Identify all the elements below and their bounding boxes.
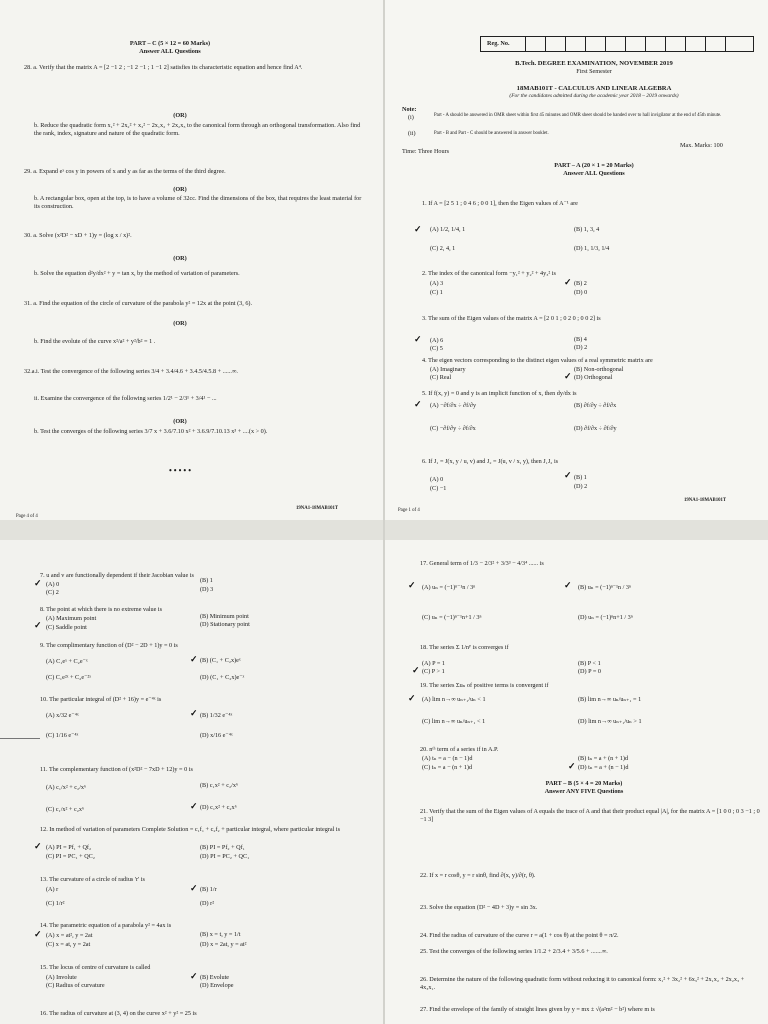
- question-18: 18. The series Σ 1/nᴾ is converges if: [420, 644, 509, 651]
- tick-mark-icon: ✓: [190, 971, 198, 981]
- option-d: (D) Stationary point: [200, 621, 250, 628]
- note-ii: Part - B and Part - C should be answered in answer booklet.: [434, 131, 549, 136]
- note-i-number: (i): [408, 114, 414, 121]
- tick-mark-icon: ✓: [34, 620, 42, 630]
- option-c: (C) Radius of curvature: [46, 982, 105, 989]
- option-b: (B) 2: [574, 280, 587, 287]
- option-d: (D) lim n→∞ uₙ₊₁/uₙ > 1: [578, 718, 642, 725]
- option-b: (B) tₙ = a + (n + 1)d: [578, 755, 629, 762]
- page-2-bottom-left: [0, 540, 384, 1024]
- option-d: (D) 3: [200, 586, 214, 593]
- page-1-top-right: [384, 0, 768, 520]
- tick-mark-icon: ✓: [190, 654, 198, 664]
- option-b: (B) P < 1: [578, 660, 601, 667]
- option-a: (A) 0: [430, 476, 444, 483]
- option-a: (A) Involute: [46, 974, 77, 981]
- option-a: (A) Maximum point: [46, 615, 97, 622]
- page-3-bottom-right: [384, 540, 768, 1024]
- option-c: (C) Real: [430, 374, 452, 381]
- exam-title: B.Tech. DEGREE EXAMINATION, NOVEMBER 2019: [515, 60, 673, 67]
- option-d: (D) tₙ = a + (n − 1)d: [578, 764, 629, 771]
- question-24: 24. Find the radius of curvature of the curve r = a(1 + cos θ) at the point θ = π/2.: [420, 932, 619, 939]
- tick-mark-icon: ✓: [414, 224, 422, 234]
- tick-mark-icon: ✓: [564, 371, 572, 381]
- tick-mark-icon: ✓: [412, 665, 420, 675]
- question-16: 16. The radius of curvature at (3, 4) on the curve x² + y² = 25 is: [40, 1010, 197, 1017]
- page-number: Page 1 of 4: [398, 508, 420, 513]
- option-d: (D) x/16 e⁻⁴ˣ: [200, 732, 233, 739]
- option-b: (B) c₁x² + c₂/x⁶: [200, 782, 239, 789]
- footer-code: 19NA1-18MAB101T: [296, 506, 339, 511]
- question-3: 3. The sum of the Eigen values of the matrix A = [2 0 1 ; 0 2 0 ; 0 0 2] is: [422, 315, 601, 322]
- option-d: (D) uₙ = (−1)ⁿn+1 / 3ⁿ: [578, 614, 633, 621]
- option-d: (D) r²: [200, 900, 215, 907]
- option-c: (C) 1/r²: [46, 900, 65, 907]
- note-ii-number: (ii): [408, 130, 416, 137]
- question-1: 1. If A = [2 5 1 ; 0 4 6 ; 0 0 1], then the Eigen values of A⁻¹ are: [422, 200, 578, 207]
- option-c: (C) 2, 4, 1: [430, 245, 456, 252]
- question-22: 22. If x = r cosθ, y = r sinθ, find ∂(x, y)/∂(r, θ).: [420, 872, 536, 879]
- option-c: (C) x = at, y = 2at: [46, 941, 91, 948]
- option-c: (C) tₙ = a − (n + 1)d: [422, 764, 473, 771]
- page-number: Page 4 of 4: [16, 514, 38, 519]
- option-d: (D) Envelope: [200, 982, 234, 989]
- course-title: 18MAB101T - CALCULUS AND LINEAR ALGEBRA: [516, 85, 672, 92]
- note-label: Note:: [402, 106, 417, 113]
- option-b: (B) x = t, y = 1/t: [200, 931, 241, 938]
- question-6: 6. If J₁ = J(x, y / u, v) and J₂ = J(u, v / x, y), then J₁J₂ is: [422, 458, 559, 465]
- option-c: (C) Saddle point: [46, 624, 87, 631]
- part-a-subtitle: Answer ALL Questions: [563, 170, 625, 177]
- question-17: 17. General term of 1/3 − 2/3² + 3/3³ − 4/3⁴ ...... is: [420, 560, 544, 567]
- question-28a: 28. a. Verify that the matrix A = [2 −1 2 ; −1 2 −1 ; 1 −1 2] satisfies its characteristic equation and hence find A⁴.: [24, 64, 303, 71]
- question-23: 23. Solve the equation (D² − 4D + 3)y = sin 3x.: [420, 904, 538, 911]
- note-i: Part - A should be answered in OMR sheet within first 45 minutes and OMR sheet should be handed over to hall invigilator at the end of 45th minute.: [434, 113, 722, 118]
- tick-mark-icon: ✓: [190, 708, 198, 718]
- option-c: (C) c₁/x² + c₂x⁶: [46, 806, 85, 813]
- reg-cell: [625, 37, 626, 51]
- question-15: 15. The locus of centre of curvature is called: [40, 964, 151, 971]
- question-31b: b. Find the evolute of the curve x²/a² + y²/b² = 1 .: [34, 338, 156, 345]
- part-a-title: PART – A (20 × 1 = 20 Marks): [554, 162, 634, 169]
- option-b: (B) 4: [574, 336, 587, 343]
- question-10: 10. The particular integral of (D² + 16)y = e⁻⁴ˣ is: [40, 696, 162, 703]
- tick-mark-icon: ✓: [34, 841, 42, 851]
- option-b: (B) uₙ = (−1)ⁿ⁻¹n / 3ⁿ: [578, 584, 631, 591]
- option-a: (A) tₙ = a − (n − 1)d: [422, 755, 473, 762]
- option-c: (C) C₁e²ˣ + C₂e⁻²ˣ: [46, 674, 91, 681]
- option-a: (A) x = at², y = 2at: [46, 932, 93, 939]
- question-9: 9. The complimentary function of (D² − 2D + 1)y = 0 is: [40, 642, 178, 649]
- reg-cell: [685, 37, 686, 51]
- option-b: (B) 1, 3, 4: [574, 226, 600, 233]
- option-c: (C) −∂f/∂y ÷ ∂f/∂x: [430, 425, 476, 432]
- footer-code: 19NA1-18MAB101T: [684, 498, 727, 503]
- option-b: (B) (C₁ + C₂x)eˣ: [200, 657, 241, 664]
- option-b: (B) Non-orthogonal: [574, 366, 624, 373]
- tick-mark-icon: ✓: [408, 580, 416, 590]
- reg-cell: [565, 37, 566, 51]
- option-d: (D) Orthogonal: [574, 374, 613, 381]
- option-b: (B) 1/32 e⁻⁴ˣ: [200, 712, 233, 719]
- question-29b: b. A rectangular box, open at the top, is to have a volume of 32cc. Find the dimensions of the box, that requires the least material for its construction.: [34, 195, 362, 210]
- reg-cell: [665, 37, 666, 51]
- option-c: (C) −1: [430, 485, 447, 492]
- question-32b: b. Test the converges of the following series 3/7 x + 3.6/7.10 x² + 3.6.9/7.10.13 x³ + ....(x > 0).: [34, 428, 268, 435]
- option-b: (B) Evolute: [200, 974, 230, 981]
- option-d: (D) (C₁ + C₂x)e⁻ˣ: [200, 674, 245, 681]
- option-a: (A) −∂f/∂x ÷ ∂f/∂y: [430, 402, 477, 409]
- option-d: (D) 0: [574, 289, 588, 296]
- question-26: 26. Determine the nature of the following quadratic form without reducing it to canonical form: x₁² + 3x₂² + 6x₃² + 2x₁x₂ + 2x₂x₃ + 4x₃x₁.: [420, 976, 745, 991]
- reg-cell: [605, 37, 606, 51]
- reg-cell: [525, 37, 526, 51]
- or-label: (OR): [173, 418, 187, 425]
- option-d: (D) 1, 1/3, 1/4: [574, 245, 610, 252]
- option-c: (C) uₙ = (−1)ⁿ⁻¹n+1 / 3ⁿ: [422, 614, 482, 621]
- option-d: (D) P = 0: [578, 668, 602, 675]
- reg-cell: [585, 37, 586, 51]
- tick-mark-icon: ✓: [34, 578, 42, 588]
- option-d: (D) c₁x² + c₂x⁶: [200, 804, 237, 811]
- option-a: (A) 6: [430, 337, 444, 344]
- tick-mark-icon: ✓: [414, 399, 422, 409]
- reg-no-box: [480, 36, 754, 52]
- option-a: (A) Imaginary: [430, 366, 466, 373]
- question-14: 14. The parametric equation of a parabola y² = 4ax is: [40, 922, 172, 929]
- or-label: (OR): [173, 320, 187, 327]
- part-c-title: PART – C (5 × 12 = 60 Marks): [129, 40, 211, 47]
- reg-no-label: Reg. No.: [487, 40, 510, 47]
- option-d: (D) ∂f/∂x ÷ ∂f/∂y: [574, 425, 617, 432]
- option-a: (A) x/32 e⁻⁴ˣ: [46, 712, 79, 719]
- tick-mark-icon: ✓: [564, 470, 572, 480]
- option-b: (B) 1: [574, 474, 587, 481]
- option-a: (A) C₁eˣ + C₂e⁻ˣ: [46, 658, 88, 665]
- option-d: (D) x = 2at, y = at²: [200, 941, 247, 948]
- option-c: (C) 2: [46, 589, 59, 596]
- reg-cell: [705, 37, 706, 51]
- tick-mark-icon: ✓: [564, 580, 572, 590]
- option-b: (B) Minimum point: [200, 613, 249, 620]
- option-a: (A) 0: [46, 581, 60, 588]
- question-7: 7. u and v are functionally dependent if their Jacobian value is: [40, 572, 194, 579]
- reg-cell: [645, 37, 646, 51]
- or-label: (OR): [173, 186, 187, 193]
- option-b: (B) 1: [200, 577, 213, 584]
- question-19: 19. The series Σuₙ of positive terms is convergent if: [420, 682, 549, 689]
- option-c: (C) 1/16 e⁻⁴ˣ: [46, 732, 79, 739]
- option-c: (C) 5: [430, 345, 443, 352]
- question-21: 21. Verify that the sum of the Eigen values of A equals the trace of A and that their product equal |A|, for the matrix A = [1 0 0 ; 0 3 −1 ; 0 −1 3]: [420, 808, 760, 823]
- tick-mark-icon: ✓: [568, 761, 576, 771]
- tick-mark-icon: ✓: [414, 334, 422, 344]
- question-31a: 31. a. Find the equation of the circle of curvature of the parabola y² = 12x at the point (3, 6).: [24, 300, 253, 307]
- option-a: (A) P = 1: [422, 660, 446, 667]
- option-c: (C) P > 1: [422, 668, 445, 675]
- option-c: (C) lim n→∞ uₙ/uₙ₊₁ < 1: [422, 718, 486, 725]
- option-a: (A) lim n→∞ uₙ₊₁/uₙ < 1: [422, 696, 486, 703]
- tick-mark-icon: ✓: [564, 277, 572, 287]
- option-d: (D) 2: [574, 483, 588, 490]
- page-4-top-left: [0, 0, 384, 520]
- option-d: (D) 2: [574, 344, 588, 351]
- part-b-title: PART – B (5 × 4 = 20 Marks): [545, 780, 623, 787]
- tick-mark-icon: ✓: [408, 693, 416, 703]
- option-b: (B) lim n→∞ uₙ/uₙ₊₁ = 1: [578, 696, 642, 703]
- option-a: (A) c₁/x² + c₂/x⁶: [46, 784, 87, 791]
- option-b: (B) ∂f/∂y ÷ ∂f/∂x: [574, 402, 617, 409]
- margin-line: [0, 738, 40, 739]
- reg-cell: [545, 37, 546, 51]
- semester: First Semester: [576, 68, 612, 75]
- option-b: (B) 1/r: [200, 886, 217, 893]
- question-29a: 29. a. Expand eˣ cos y in powers of x and y as far as the terms of the third degree.: [24, 168, 226, 175]
- question-5: 5. If f(x, y) = 0 and y is an implicit function of x, then dy/dx is: [422, 390, 577, 397]
- option-a: (A) 3: [430, 280, 444, 287]
- question-27: 27. Find the envelope of the family of straight lines given by y = mx ± √(a²m² − b²) where m is: [420, 1006, 655, 1013]
- course-note: (For the candidates admitted during the academic year 2018 – 2019 onwards): [509, 93, 679, 99]
- question-28b: b. Reduce the quadratic form x₁² + 2x₂² + x₃² − 2x₁x₂ + 2x₂x₃ to the canonical form through an orthogonal transformation. Also find the rank, index, signature and nature of the quadratic form.: [34, 122, 361, 137]
- question-25: 25. Test the converges of the following series 1/1.2 + 2/3.4 + 3/5.6 + .......∞.: [420, 948, 608, 955]
- question-30a: 30. a. Solve (x²D² − xD + 1)y = (log x / x)².: [24, 232, 132, 239]
- tick-mark-icon: ✓: [34, 929, 42, 939]
- question-8: 8. The point at which there is no extreme value is: [40, 606, 163, 613]
- part-b-subtitle: Answer ANY FIVE Questions: [544, 788, 624, 795]
- option-b: (B) PI = Pf₂ + Qf₁: [200, 844, 245, 851]
- reg-cell: [725, 37, 726, 51]
- tick-mark-icon: ✓: [190, 801, 198, 811]
- option-a: (A) 1/2, 1/4, 1: [430, 226, 466, 233]
- option-a: (A) uₙ = (−1)ⁿ⁻¹n / 3ⁿ: [422, 584, 476, 591]
- or-label: (OR): [173, 255, 187, 262]
- question-13: 13. The curvature of a circle of radius 'r' is: [40, 876, 145, 883]
- end-stars: • • • • •: [168, 466, 191, 475]
- part-c-subtitle: Answer ALL Questions: [139, 48, 201, 55]
- option-a: (A) PI = Pf₁ + Qf₂: [46, 844, 92, 851]
- option-d: (D) PI = PC₂ + QC₁: [200, 853, 250, 860]
- question-12: 12. In method of variation of parameters Complete Solution = c₁f₁ + c₂f₂ + particular integral, where particular integral is: [40, 826, 341, 833]
- max-marks: Max. Marks: 100: [680, 142, 723, 149]
- question-11: 11. The complementary function of (x²D² − 7xD + 12)y = 0 is: [40, 766, 193, 773]
- question-2: 2. The index of the canonical form −y₁² + y₂² + 4y₃² is: [422, 270, 556, 277]
- question-30b: b. Solve the equation d²y/dx² + y = tan x, by the method of variation of parameters.: [34, 270, 240, 277]
- option-a: (A) r: [46, 886, 59, 893]
- time-allowed: Time: Three Hours: [402, 148, 450, 155]
- option-c: (C) 1: [430, 289, 443, 296]
- tick-mark-icon: ✓: [190, 883, 198, 893]
- question-32a-i: 32.a.i. Test the convergence of the following series 3/4 + 3.4/4.6 + 3.4.5/4.5.8 + ......∞.: [24, 368, 238, 375]
- or-label: (OR): [173, 112, 187, 119]
- option-c: (C) PI = PC₁ + QC₂: [46, 853, 95, 860]
- question-20: 20. nᵗʰ term of a series if in A.P.: [420, 746, 499, 753]
- center-fold: [383, 0, 385, 1024]
- question-32a-ii: ii. Examine the convergence of the following series 1/2¹ − 2/3¹ + 3/4¹ − ...: [34, 395, 217, 402]
- question-4: 4. The eigen vectors corresponding to the distinct eigen values of a real symmetric matrix are: [422, 357, 653, 364]
